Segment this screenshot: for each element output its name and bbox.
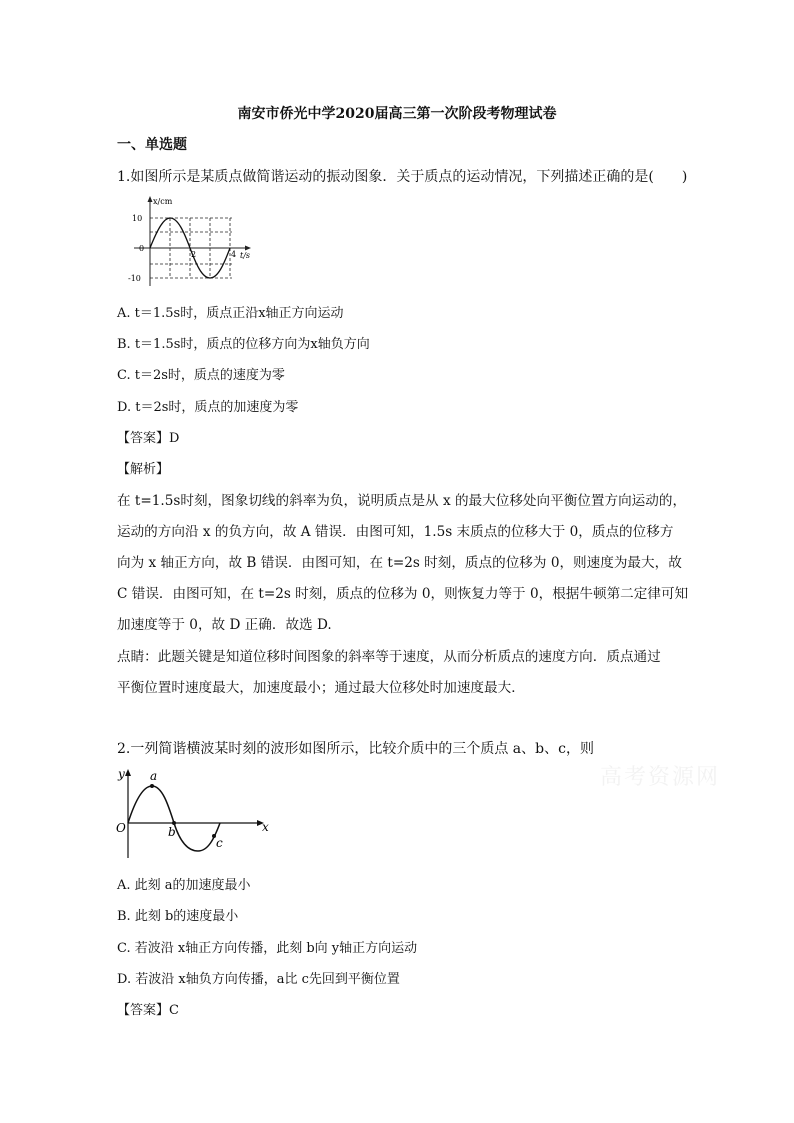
analysis-line-3: 向为 x 轴正方向，故 B 错误．由图可知，在 t=2s 时刻，质点的位移为 0，则速度为最大，故 bbox=[117, 555, 682, 571]
analysis-heading: 【解析】 bbox=[117, 462, 170, 477]
waveform-curve bbox=[128, 786, 220, 851]
x-axis-label: t/s bbox=[240, 251, 251, 260]
analysis-line-4: C 错误．由图可知，在 t=2s 时刻，质点的位移为 0，则恢复力等于 0，根据牛顿第二定律可知 bbox=[117, 586, 689, 602]
x-tick-4: 4 bbox=[231, 250, 237, 259]
y-tick-10: 10 bbox=[132, 214, 143, 223]
page-title: 南安市侨光中学2020届高三第一次阶段考物理试卷 bbox=[237, 106, 557, 122]
y-tick-0: 0 bbox=[139, 244, 145, 253]
answer-2: 【答案】C bbox=[117, 1003, 179, 1018]
q2-option-b: B. 此刻 b的速度最小 bbox=[117, 909, 239, 924]
analysis-line-5: 加速度等于 0，故 D 正确．故选 D. bbox=[117, 617, 332, 633]
question-2-stem: 2.一列简谐横波某时刻的波形如图所示，比较介质中的三个质点 a、b、c，则 bbox=[117, 741, 594, 757]
x-tick-2: 2 bbox=[191, 250, 197, 259]
q2-option-a: A. 此刻 a的加速度最小 bbox=[117, 878, 251, 893]
section-heading: 一、单选题 bbox=[117, 137, 187, 153]
y-axis-arrow bbox=[125, 769, 131, 776]
origin-label: O bbox=[116, 821, 126, 835]
option-a: A. t＝1.5s时，质点正沿x轴正方向运动 bbox=[117, 306, 344, 321]
y-axis-label: x/cm bbox=[153, 197, 173, 206]
answer-1: 【答案】D bbox=[117, 431, 180, 446]
vibration-graph bbox=[112, 192, 262, 292]
analysis-line-1: 在 t=1.5s时刻，图象切线的斜率为负，说明质点是从 x 的最大位移处向平衡位置方向运动的， bbox=[117, 493, 687, 509]
point-b-label: b bbox=[168, 825, 176, 839]
option-c: C. t＝2s时，质点的速度为零 bbox=[117, 368, 285, 383]
point-a-dot bbox=[150, 784, 154, 788]
analysis-line-2: 运动的方向沿 x 的负方向，故 A 错误．由图可知，1.5s 末质点的位移大于 0，质点的位移方 bbox=[117, 524, 674, 540]
y-axis-arrow bbox=[148, 196, 153, 202]
x-axis-label: x bbox=[262, 820, 269, 834]
x-axis-arrow bbox=[245, 246, 251, 251]
q2-option-d: D. 若波沿 x轴负方向传播，a比 c先回到平衡位置 bbox=[117, 972, 400, 987]
option-b: B. t＝1.5s时，质点的位移方向为x轴负方向 bbox=[117, 337, 370, 352]
comment-line-2: 平衡位置时速度最大，加速度最小；通过最大位移处时加速度最大． bbox=[117, 680, 525, 696]
point-c-label: c bbox=[216, 836, 223, 850]
point-a-label: a bbox=[150, 769, 158, 783]
question-1-stem: 1.如图所示是某质点做简谐运动的振动图象．关于质点的运动情况，下列描述正确的是( ) bbox=[117, 169, 688, 185]
y-tick-neg10: -10 bbox=[128, 274, 141, 283]
comment-line-1: 点睛：此题关键是知道位移时间图象的斜率等于速度，从而分析质点的速度方向．质点通过 bbox=[117, 649, 661, 665]
option-d: D. t＝2s时，质点的加速度为零 bbox=[117, 400, 299, 415]
q2-option-c: C. 若波沿 x轴正方向传播，此刻 b向 y轴正方向运动 bbox=[117, 941, 418, 956]
y-axis-label: y bbox=[118, 767, 125, 781]
watermark: 高考资源网 bbox=[600, 765, 721, 790]
wave-graph bbox=[112, 764, 277, 864]
